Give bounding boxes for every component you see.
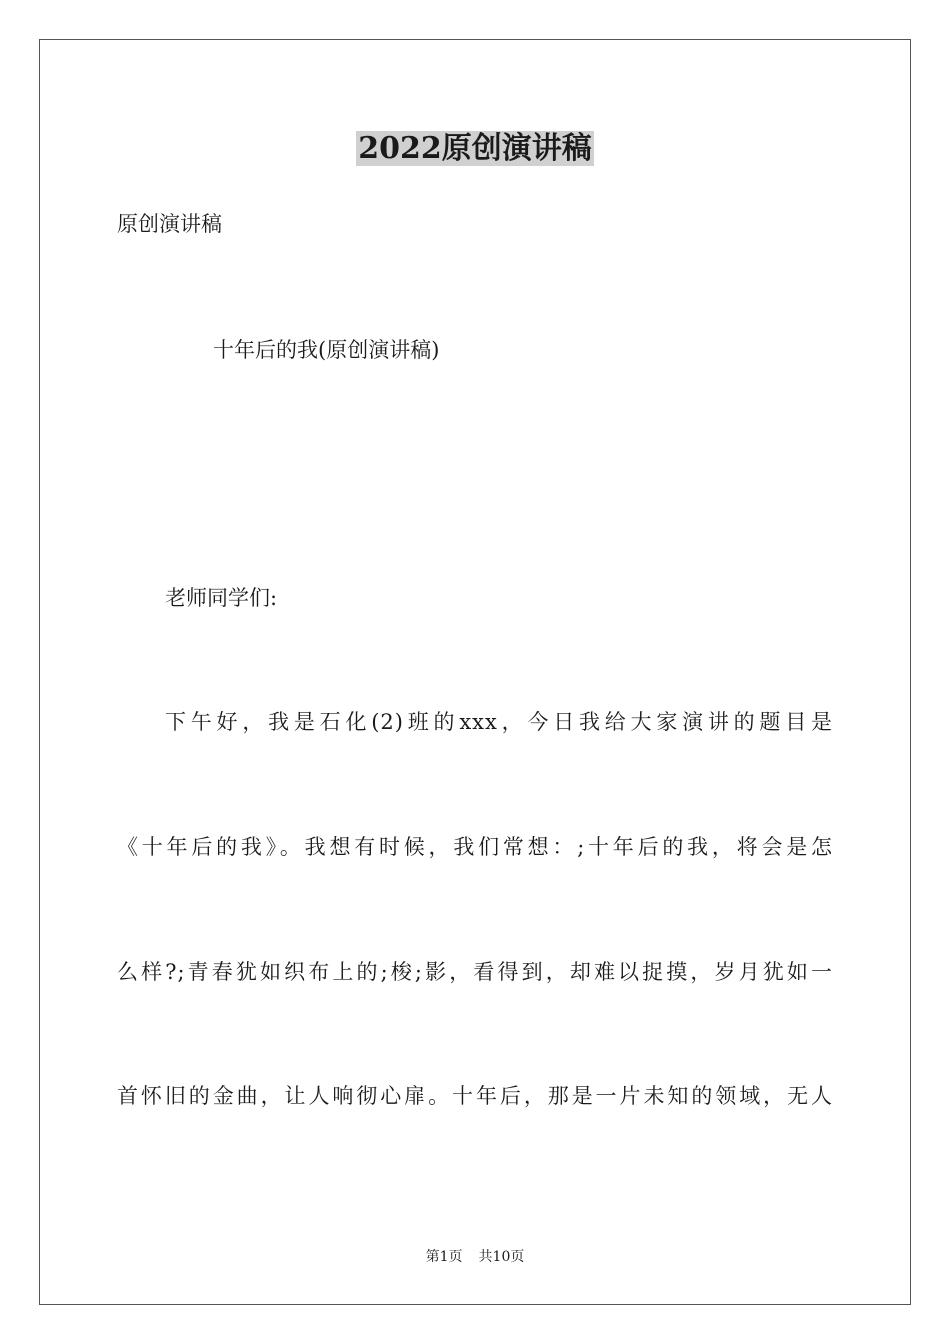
document-title (0, 128, 950, 170)
document-title-text: 2022原创演讲稿 (358, 131, 592, 166)
speech-title: 十年后的我(原创演讲稿) (213, 338, 440, 362)
document-subtitle: 原创演讲稿 (117, 212, 222, 236)
body-line-1: 下午好，我是石化(2)班的xxx，今日我给大家演讲的题目是 (165, 710, 833, 734)
body-line-2: 《十年后的我》。我想有时候，我们常想：;十年后的我，将会是怎 (117, 835, 833, 859)
page-footer (0, 1247, 950, 1267)
body-line-4: 首怀旧的金曲，让人响彻心扉。十年后，那是一片未知的领域，无人 (117, 1084, 833, 1108)
body-line-3: 么样?;青春犹如织布上的;梭;影，看得到，却难以捉摸，岁月犹如一 (117, 960, 833, 984)
page-total: 共10页 (478, 1249, 525, 1265)
greeting-line: 老师同学们: (165, 586, 278, 610)
page-number: 第1页 (425, 1249, 463, 1265)
